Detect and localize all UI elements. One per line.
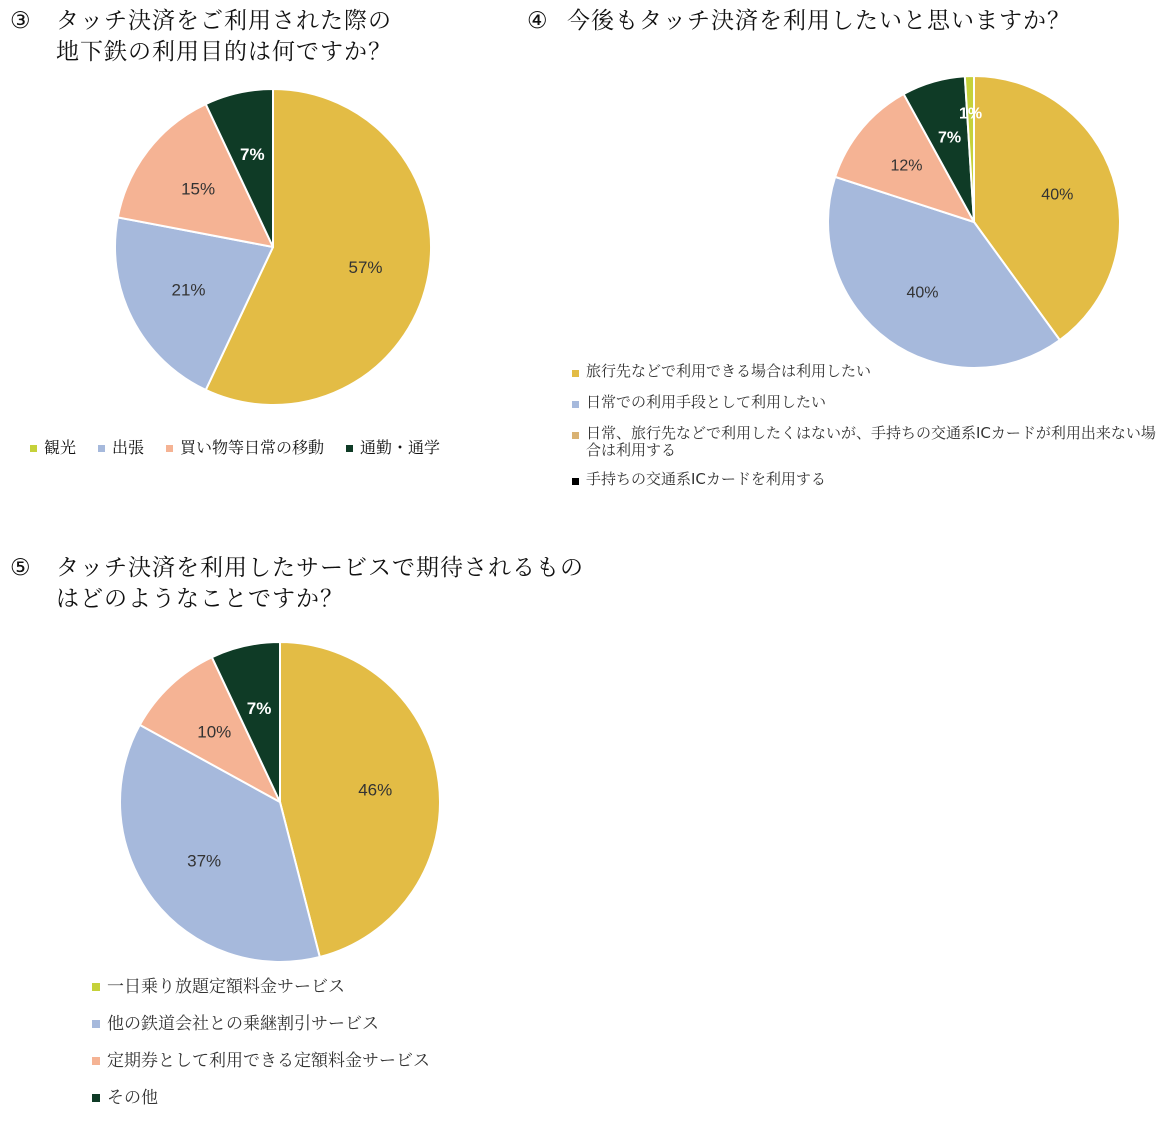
q4-slice-label-3: 7% <box>937 129 962 147</box>
q3-slice-label-0: 57% <box>348 258 383 278</box>
q5-number: ⑤ <box>10 555 32 581</box>
q5-legend-label-1: 他の鉄道会社との乗継割引サービス <box>107 1014 379 1034</box>
q5-legend-label-2: 定期券として利用できる定額料金サービス <box>107 1051 430 1071</box>
q5-legend-item-0 <box>92 977 562 997</box>
q3-title-line-2: 地下鉄の利用目的は何ですか？ <box>56 39 392 65</box>
q4-legend-label-1: 日常での利用手段として利用したい <box>586 393 827 411</box>
q4-slice-label-4: 1% <box>959 105 983 123</box>
q4-legend-label-2: 日常、旅行先などで利用したくはないが、手持ちの交通系ICカードが利用出来ない場合は利用する <box>586 424 1156 459</box>
q4-slice-label-2: 12% <box>890 157 923 175</box>
q5-legend-swatch-1 <box>92 1020 100 1028</box>
q5-legend-label-0: 一日乗り放題定額料金サービス <box>107 977 345 997</box>
q3-slice-label-3: 7% <box>240 144 265 164</box>
q4-slice-label-1: 40% <box>906 284 939 302</box>
q5-slice-label-3: 7% <box>246 698 272 718</box>
q5-title-line-1: タッチ決済を利用したサービスで期待されるもの <box>56 555 584 581</box>
q5-legend-swatch-2 <box>92 1057 100 1065</box>
q3-legend-label-3: 通勤・通学 <box>360 438 441 457</box>
q5-slice-label-1: 37% <box>187 851 222 871</box>
q3-slice-label-2: 15% <box>181 179 216 199</box>
q3-legend-label-0: 観光 <box>44 438 77 457</box>
q5-legend-swatch-0 <box>92 983 100 991</box>
q3-legend-label-2: 買い物等日常の移動 <box>180 438 325 457</box>
q5-legend-swatch-3 <box>92 1094 100 1102</box>
q4-slice-label-0: 40% <box>1041 186 1074 204</box>
q3-slice-label-1: 21% <box>171 280 206 300</box>
q4-legend-label-3: 手持ちの交通系ICカードを利用する <box>586 470 826 488</box>
q5-slice-label-0: 46% <box>358 780 393 800</box>
q4-number: ④ <box>527 8 549 34</box>
q5-legend <box>92 977 562 1125</box>
q5-slice-label-2: 10% <box>197 722 232 742</box>
q3-legend-label-1: 出張 <box>112 438 145 457</box>
q4-legend-label-0: 旅行先などで利用できる場合は利用したい <box>586 362 872 380</box>
q5-title-line-2: はどのようなことですか？ <box>56 586 344 612</box>
q4-title-line-1: 今後もタッチ決済を利用したいと思いますか？ <box>567 8 1071 34</box>
q3-number: ③ <box>10 8 32 34</box>
q5-legend-item-1 <box>92 1014 562 1034</box>
q5-legend-label-3: その他 <box>107 1088 158 1108</box>
q3-title-line-1: タッチ決済をご利用された際の <box>56 8 392 34</box>
q5-legend-item-2 <box>92 1051 562 1071</box>
q5-legend-item-3 <box>92 1088 562 1108</box>
